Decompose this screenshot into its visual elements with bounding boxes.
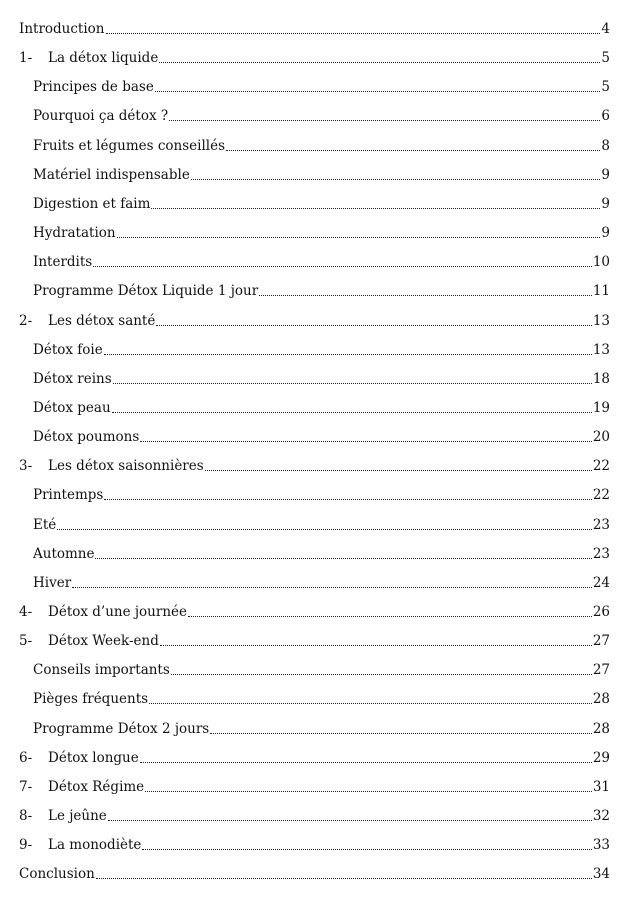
toc-entry-page-number: 5 bbox=[601, 79, 610, 95]
toc-entry-page-number: 19 bbox=[592, 400, 610, 416]
toc-entry-page-number: 26 bbox=[592, 604, 610, 620]
toc-entry-title: Conseils importants bbox=[33, 662, 170, 678]
toc-entry[interactable] bbox=[33, 338, 610, 358]
toc-entry[interactable] bbox=[33, 104, 610, 124]
toc-entry-page-number: 13 bbox=[592, 313, 610, 329]
toc-entry-number: 4- bbox=[19, 604, 33, 620]
toc-entry[interactable] bbox=[19, 309, 610, 329]
toc-entry-title: Matériel indispensable bbox=[33, 167, 190, 183]
toc-entry-number: 7- bbox=[19, 779, 33, 795]
toc-entry-page-number: 22 bbox=[592, 458, 610, 474]
toc-entry-page-number: 9 bbox=[601, 196, 610, 212]
toc-entry-title: Le jeûne bbox=[48, 808, 107, 824]
dot-leader bbox=[96, 878, 592, 879]
toc-entry-number: 2- bbox=[19, 313, 33, 329]
toc-entry-title: Programme Détox 2 jours bbox=[33, 721, 210, 737]
toc-entry-page-number: 24 bbox=[592, 575, 610, 591]
dot-leader bbox=[104, 499, 591, 500]
toc-entry[interactable] bbox=[33, 658, 610, 678]
toc-entry-page-number: 11 bbox=[592, 283, 610, 299]
toc-entry-title: Pourquoi ça détox ? bbox=[33, 108, 169, 124]
toc-entry[interactable] bbox=[19, 746, 610, 766]
dot-leader bbox=[93, 266, 592, 267]
dot-leader bbox=[151, 208, 600, 209]
dot-leader bbox=[140, 441, 592, 442]
dot-leader bbox=[149, 703, 592, 704]
toc-entry[interactable] bbox=[19, 862, 610, 882]
toc-entry[interactable] bbox=[33, 250, 610, 270]
toc-entry-title: Les détox saisonnières bbox=[48, 458, 204, 474]
toc-entry-page-number: 9 bbox=[601, 167, 610, 183]
toc-entry-title: Conclusion bbox=[19, 866, 95, 882]
toc-entry[interactable] bbox=[33, 192, 610, 212]
toc-entry-number: 6- bbox=[19, 750, 33, 766]
dot-leader bbox=[95, 558, 591, 559]
toc-entry-page-number: 32 bbox=[592, 808, 610, 824]
toc-entry-number: 8- bbox=[19, 808, 33, 824]
toc-entry-page-number: 34 bbox=[592, 866, 610, 882]
toc-entry-page-number: 27 bbox=[592, 633, 610, 649]
toc-entry-number: 1- bbox=[19, 50, 33, 66]
toc-entry[interactable] bbox=[19, 833, 610, 853]
toc-entry[interactable] bbox=[19, 17, 610, 37]
toc-entry-page-number: 23 bbox=[592, 517, 610, 533]
toc-entry-title: Détox poumons bbox=[33, 429, 140, 445]
toc-entry-page-number: 22 bbox=[592, 487, 610, 503]
dot-leader bbox=[159, 62, 600, 63]
toc-entry[interactable] bbox=[33, 75, 610, 95]
dot-leader bbox=[210, 733, 592, 734]
toc-entry-number: 9- bbox=[19, 837, 33, 853]
toc-entry-title: Hydratation bbox=[33, 225, 116, 241]
toc-entry-title: Principes de base bbox=[33, 79, 154, 95]
toc-entry-title: Détox d’une journée bbox=[48, 604, 188, 620]
toc-entry-page-number: 9 bbox=[601, 225, 610, 241]
dot-leader bbox=[140, 762, 592, 763]
toc-entry-page-number: 20 bbox=[592, 429, 610, 445]
toc-entry[interactable] bbox=[33, 221, 610, 241]
toc-entry[interactable] bbox=[33, 367, 610, 387]
dot-leader bbox=[259, 295, 592, 296]
toc-entry-title: Les détox santé bbox=[48, 313, 156, 329]
toc-entry[interactable] bbox=[19, 775, 610, 795]
toc-entry-page-number: 18 bbox=[592, 371, 610, 387]
toc-entry-title: La détox liquide bbox=[48, 50, 159, 66]
toc-entry-title: Programme Détox Liquide 1 jour bbox=[33, 283, 259, 299]
toc-entry[interactable] bbox=[33, 687, 610, 707]
toc-entry[interactable] bbox=[33, 425, 610, 445]
toc-entry-page-number: 10 bbox=[592, 254, 610, 270]
dot-leader bbox=[205, 470, 592, 471]
toc-entry-number: 5- bbox=[19, 633, 33, 649]
dot-leader bbox=[108, 820, 592, 821]
toc-entry-title: La monodiète bbox=[48, 837, 142, 853]
toc-entry[interactable] bbox=[33, 571, 610, 591]
dot-leader bbox=[104, 354, 592, 355]
toc-entry[interactable] bbox=[33, 396, 610, 416]
toc-entry-page-number: 23 bbox=[592, 546, 610, 562]
toc-entry-title: Introduction bbox=[19, 21, 105, 37]
toc-entry-page-number: 28 bbox=[592, 691, 610, 707]
dot-leader bbox=[156, 325, 591, 326]
toc-entry-title: Hiver bbox=[33, 575, 72, 591]
toc-entry-title: Fruits et légumes conseillés bbox=[33, 138, 226, 154]
dot-leader bbox=[191, 179, 601, 180]
toc-entry-page-number: 5 bbox=[601, 50, 610, 66]
toc-entry-page-number: 29 bbox=[592, 750, 610, 766]
toc-entry-page-number: 13 bbox=[592, 342, 610, 358]
toc-entry[interactable] bbox=[33, 717, 610, 737]
dot-leader bbox=[226, 150, 600, 151]
dot-leader bbox=[169, 120, 600, 121]
toc-entry[interactable] bbox=[33, 134, 610, 154]
dot-leader bbox=[145, 791, 592, 792]
toc-entry-page-number: 4 bbox=[601, 21, 610, 37]
toc-entry[interactable] bbox=[19, 454, 610, 474]
toc-entry[interactable] bbox=[33, 513, 610, 533]
toc-entry[interactable] bbox=[19, 629, 610, 649]
dot-leader bbox=[155, 91, 601, 92]
toc-entry[interactable] bbox=[19, 804, 610, 824]
toc-entry-title: Pièges fréquents bbox=[33, 691, 149, 707]
toc-entry-page-number: 27 bbox=[592, 662, 610, 678]
toc-entry-page-number: 8 bbox=[601, 138, 610, 154]
toc-entry[interactable] bbox=[19, 46, 610, 66]
toc-entry[interactable] bbox=[33, 279, 610, 299]
toc-entry-title: Eté bbox=[33, 517, 57, 533]
toc-entry-title: Détox Week-end bbox=[48, 633, 159, 649]
toc-entry-title: Digestion et faim bbox=[33, 196, 151, 212]
toc-entry-page-number: 6 bbox=[601, 108, 610, 124]
toc-entry-page-number: 28 bbox=[592, 721, 610, 737]
dot-leader bbox=[106, 33, 601, 34]
toc-entry-page-number: 33 bbox=[592, 837, 610, 853]
toc-entry[interactable] bbox=[19, 600, 610, 620]
dot-leader bbox=[113, 383, 592, 384]
toc-entry-title: Détox foie bbox=[33, 342, 103, 358]
toc-entry-title: Détox reins bbox=[33, 371, 112, 387]
toc-entry-number: 3- bbox=[19, 458, 33, 474]
toc-entry-title: Printemps bbox=[33, 487, 104, 503]
dot-leader bbox=[171, 674, 592, 675]
toc-entry-page-number: 31 bbox=[592, 779, 610, 795]
dot-leader bbox=[72, 587, 592, 588]
dot-leader bbox=[57, 529, 592, 530]
toc-entry[interactable] bbox=[33, 483, 610, 503]
toc-entry-title: Détox Régime bbox=[48, 779, 145, 795]
dot-leader bbox=[188, 616, 592, 617]
toc-entry[interactable] bbox=[33, 542, 610, 562]
toc-entry[interactable] bbox=[33, 163, 610, 183]
dot-leader bbox=[142, 849, 591, 850]
dot-leader bbox=[160, 645, 592, 646]
dot-leader bbox=[117, 237, 601, 238]
toc-entry-title: Détox longue bbox=[48, 750, 139, 766]
toc-entry-title: Détox peau bbox=[33, 400, 111, 416]
toc-entry-title: Automne bbox=[33, 546, 95, 562]
toc-entry-title: Interdits bbox=[33, 254, 93, 270]
dot-leader bbox=[112, 412, 592, 413]
